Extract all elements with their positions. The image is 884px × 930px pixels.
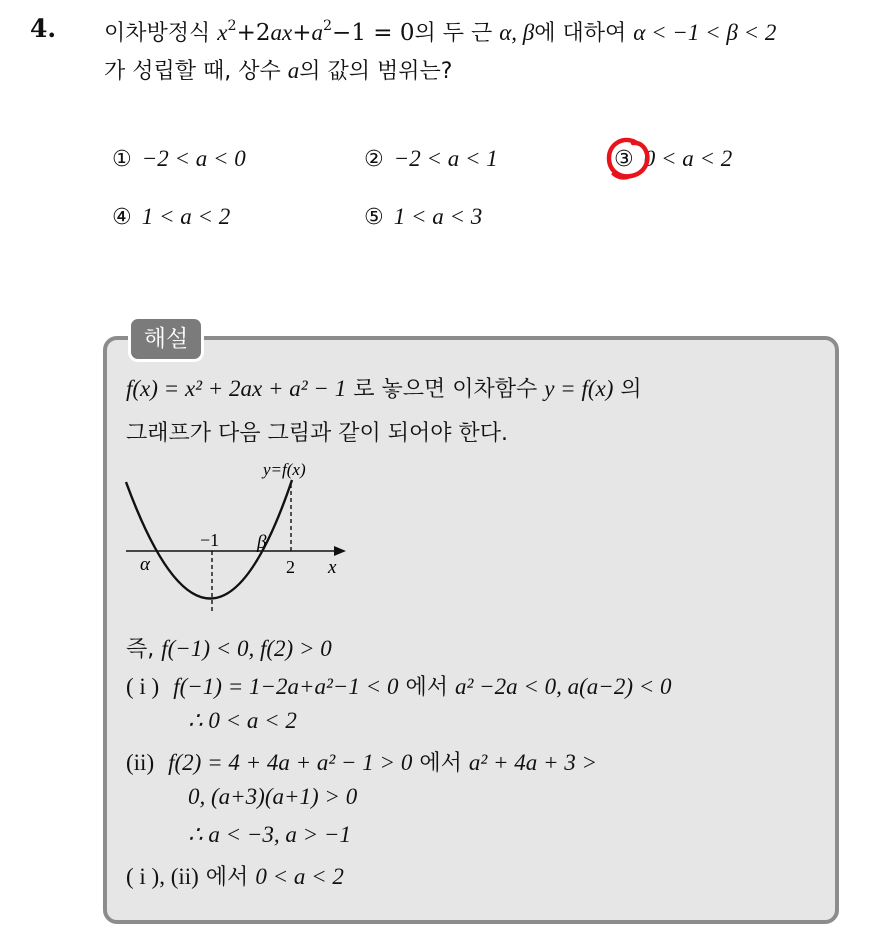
eq-ax: ax: [270, 20, 293, 45]
solution-line-2: 그래프가 다음 그림과 같이 되어야 한다.: [126, 421, 508, 446]
question-text: 이차방정식 $x^2+2ax+a^2-1 = 0$의 두 근 α, β에 대하여 α < −1 < β < 2 가 성립할 때, 상수 a의 값의 범위는?: [104, 18, 777, 84]
eq-part: +2: [236, 20, 271, 46]
solution-line-9: [126, 860, 344, 891]
answer-circle-mark-icon: [605, 136, 651, 182]
roots: α, β: [499, 20, 535, 45]
choice-text: −2 < a < 1: [393, 146, 498, 171]
solution-line-1: [126, 372, 642, 403]
question-text-part: 의 두 근: [414, 21, 500, 46]
choice-number: ⑤: [364, 205, 384, 230]
choice-2[interactable]: [364, 146, 498, 172]
case2-result: ∴ a < −3, a > −1: [188, 822, 351, 847]
choice-text: 0 < a < 2: [643, 146, 733, 171]
case2-eq: f(2) = 4 + 4a + a² − 1 > 0: [168, 750, 413, 775]
x-axis-arrow-icon: [334, 546, 346, 556]
choice-1[interactable]: [112, 146, 246, 172]
solution-text: 에서: [412, 751, 469, 776]
question-number: 4.: [30, 14, 57, 43]
solution-line-4: [126, 670, 672, 701]
question-text-part: 이차방정식: [104, 21, 218, 46]
case2-factored: 0, (a+3)(a+1) > 0: [188, 784, 358, 809]
label-minus1: −1: [200, 530, 220, 550]
solution-tab: 해설: [128, 316, 204, 362]
case-tag: ( i ), (ii): [126, 864, 199, 889]
case1-eq: f(−1) = 1−2a+a²−1 < 0: [173, 674, 399, 699]
question-text-part: 가 성립할 때, 상수: [104, 59, 288, 84]
choice-number: ③: [614, 147, 634, 172]
label-2: 2: [286, 557, 295, 577]
question-text-part: 의 값의 범위는?: [299, 59, 453, 84]
choice-number: ①: [112, 147, 132, 172]
solution-line-5: [188, 708, 297, 734]
solution-text: 즉,: [126, 637, 162, 662]
case-tag: (ii): [126, 750, 155, 775]
solution-text: 에서: [198, 865, 256, 890]
function-def: f(x) = x² + 2ax + a² − 1: [126, 376, 347, 401]
case1-result: ∴ 0 < a < 2: [188, 708, 297, 733]
condition: α < −1 < β < 2: [633, 20, 777, 45]
constant-a: a: [287, 58, 300, 83]
solution-line-6: [126, 746, 597, 777]
label-beta: β: [257, 532, 267, 553]
solution-line-8: [188, 822, 351, 848]
choice-number: ④: [112, 205, 132, 230]
solution-text: 의: [613, 377, 642, 402]
curve-label: y=f(x): [263, 460, 306, 479]
choice-text: −2 < a < 0: [141, 146, 246, 171]
question-text-part: 에 대하여: [534, 21, 634, 46]
choice-5[interactable]: [364, 204, 482, 230]
eq-x: x: [217, 20, 228, 45]
label-alpha: α: [140, 554, 150, 575]
function-y: y = f(x): [544, 376, 614, 401]
parabola-graph: [120, 456, 360, 626]
choice-text: 1 < a < 3: [393, 204, 483, 229]
label-x: x: [328, 557, 337, 578]
eq-part: +: [292, 20, 312, 46]
solution-line-7: [188, 784, 357, 810]
eq-a: a: [311, 20, 323, 45]
solution-text: 로 놓으면 이차함수: [346, 377, 545, 402]
case1-ineq: a² −2a < 0, a(a−2) < 0: [454, 674, 672, 699]
choice-number: ②: [364, 147, 384, 172]
choice-text: 1 < a < 2: [141, 204, 231, 229]
choice-4[interactable]: [112, 204, 230, 230]
solution-text: 에서: [398, 675, 455, 700]
case2-ineq: a² + 4a + 3 >: [468, 750, 598, 775]
final-answer: 0 < a < 2: [255, 864, 344, 889]
case-tag: ( i ): [126, 674, 160, 699]
solution-line-3: [126, 632, 332, 663]
eq-part: −1 = 0: [332, 20, 415, 46]
conditions: f(−1) < 0, f(2) > 0: [161, 636, 332, 661]
